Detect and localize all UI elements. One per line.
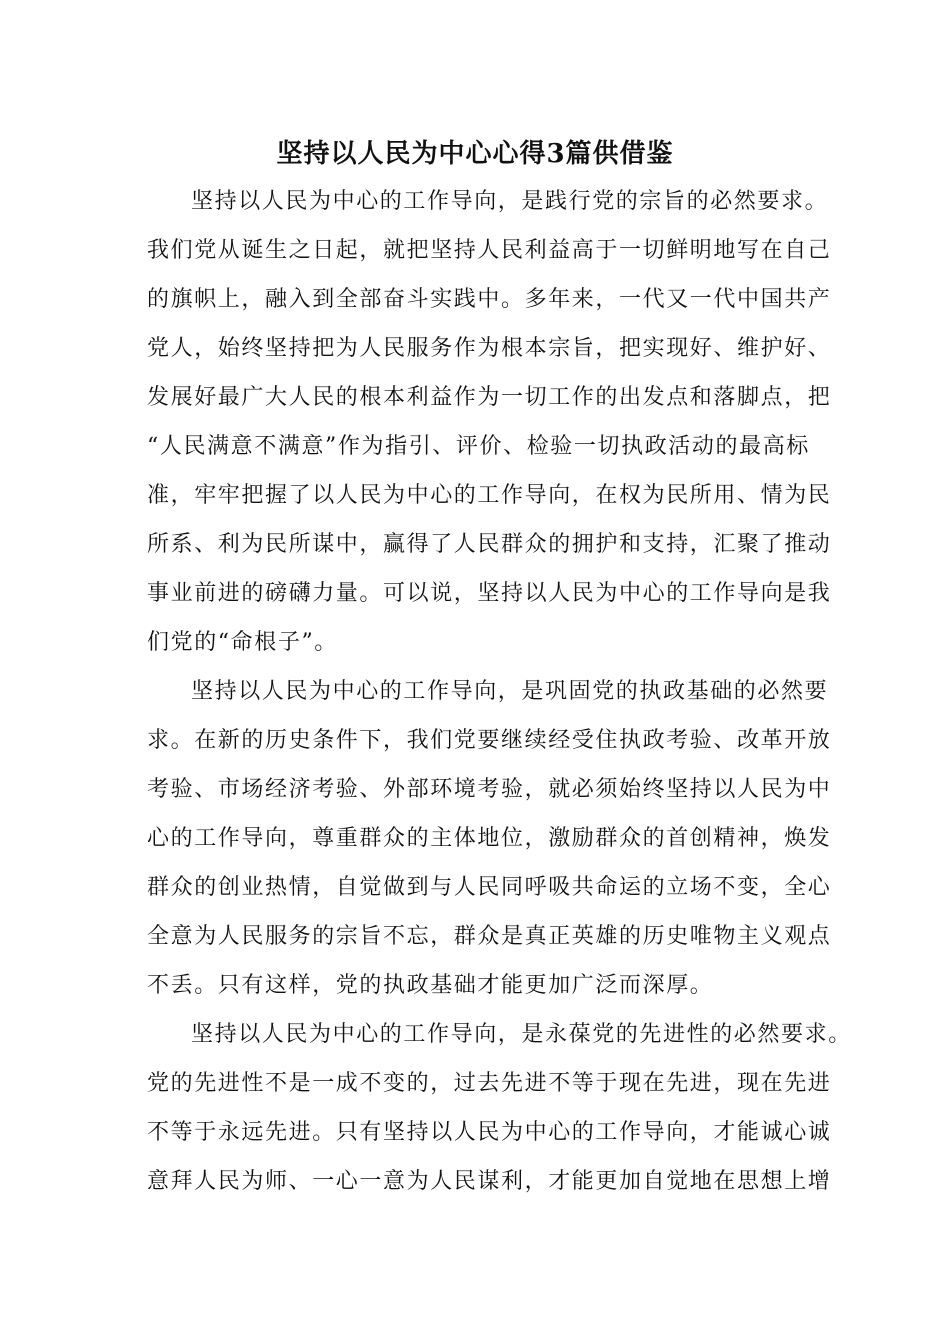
paragraph-2-line-3: 考验、市场经济考验、外部环境考验，就必须始终坚持以人民为中 bbox=[147, 777, 832, 802]
paragraph-1-line-10: 们党的“命根子”。 bbox=[147, 630, 338, 655]
paragraph-3-line-1: 坚持以人民为中心的工作导向，是永葆党的先进性的必然要求。 bbox=[191, 1022, 852, 1047]
paragraph-3-line-4: 意拜人民为师、一心一意为人民谋利，才能更加自觉地在思想上增 bbox=[147, 1169, 832, 1194]
paragraph-2-line-2: 求。在新的历史条件下，我们党要继续经受住执政考验、改革开放 bbox=[147, 728, 832, 753]
paragraph-1-line-7: 准，牢牢把握了以人民为中心的工作导向，在权为民所用、情为民 bbox=[147, 483, 832, 508]
paragraph-2-line-4: 心的工作导向，尊重群众的主体地位，激励群众的首创精神，焕发 bbox=[147, 826, 832, 851]
paragraph-2-line-7: 不丢。只有这样，党的执政基础才能更加广泛而深厚。 bbox=[147, 973, 714, 998]
paragraph-1-line-5: 发展好最广大人民的根本利益作为一切工作的出发点和落脚点，把 bbox=[147, 385, 832, 410]
paragraph-1-line-8: 所系、利为民所谋中，赢得了人民群众的拥护和支持，汇聚了推动 bbox=[147, 532, 832, 557]
paragraph-3-line-3: 不等于永远先进。只有坚持以人民为中心的工作导向，才能诚心诚 bbox=[147, 1120, 832, 1145]
paragraph-2-line-1: 坚持以人民为中心的工作导向，是巩固党的执政基础的必然要 bbox=[191, 679, 829, 704]
paragraph-1-line-9: 事业前进的磅礴力量。可以说，坚持以人民为中心的工作导向是我 bbox=[147, 581, 832, 606]
paragraph-3-line-2: 党的先进性不是一成不变的，过去先进不等于现在先进，现在先进 bbox=[147, 1071, 832, 1096]
paragraph-1-line-6: “人民满意不满意”作为指引、评价、检验一切执政活动的最高标 bbox=[147, 434, 810, 459]
paragraph-1-line-3: 的旗帜上，融入到全部奋斗实践中。多年来，一代又一代中国共产 bbox=[147, 287, 832, 312]
document-title: 坚持以人民为中心心得3篇供借鉴 bbox=[276, 139, 674, 169]
paragraph-1-line-2: 我们党从诞生之日起，就把坚持人民利益高于一切鲜明地写在自己 bbox=[147, 238, 832, 263]
paragraph-1-line-1: 坚持以人民为中心的工作导向，是践行党的宗旨的必然要求。 bbox=[191, 189, 829, 214]
paragraph-2-line-5: 群众的创业热情，自觉做到与人民同呼吸共命运的立场不变，全心 bbox=[147, 875, 832, 900]
paragraph-1-line-4: 党人，始终坚持把为人民服务作为根本宗旨，把实现好、维护好、 bbox=[147, 336, 832, 361]
paragraph-2-line-6: 全意为人民服务的宗旨不忘，群众是真正英雄的历史唯物主义观点 bbox=[147, 924, 832, 949]
